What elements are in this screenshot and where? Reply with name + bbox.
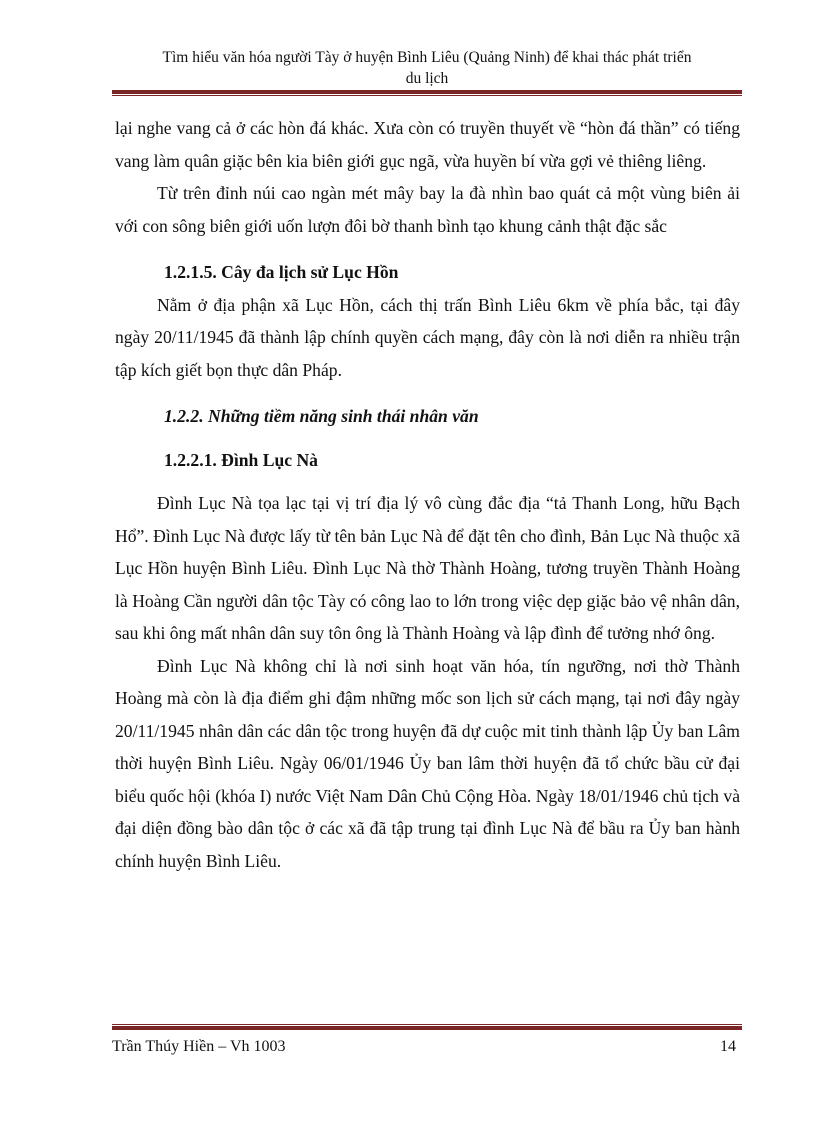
section-heading-1-2-2: 1.2.2. Những tiềm năng sinh thái nhân văn — [164, 406, 479, 426]
paragraph-continuation: lại nghe vang cả ở các hòn đá khác. Xưa còn có truyền thuyết về “hòn đá thần” có tiếng vang làm quân giặc bên kia biên giới gục ngã, vừa huyền bí vừa gợi vẻ thiêng liêng. — [115, 118, 740, 171]
header-title-line-2: du lịch — [405, 70, 449, 87]
paragraph-mountain-view: Từ trên đỉnh núi cao ngàn mét mây bay la đà nhìn bao quát cả một vùng biên ải với con sông biên giới uốn lượn đôi bờ thanh bình tạo khung cảnh thật đặc sắc — [115, 183, 740, 236]
paragraph-luc-hon-banyan: Nằm ở địa phận xã Lục Hồn, cách thị trấn Bình Liêu 6km về phía bắc, tại đây ngày 20/11/1945 đã thành lập chính quyền cách mạng, đây còn là nơi diễn ra nhiều trận tập kích giết bọn thực dân Pháp. — [115, 294, 740, 380]
paragraph-luc-na-location: Đình Lục Nà tọa lạc tại vị trí địa lý vô cùng đắc địa “tả Thanh Long, hữu Bạch Hổ”. Đình Lục Nà được lấy từ tên bản Lục Nà để đặt tên cho đình, Bản Lục Nà thuộc xã Lục Hồn huyện Bình Liêu. Đình Lục Nà thờ Thành Hoàng, tương truyền Thành Hoàng là Hoàng Cần người dân tộc Tày có công lao to lớn trong việc dẹp giặc bảo vệ nhân dân, sau khi ông mất nhân dân suy tôn ông là Thành Hoàng và lập đình để tưởng nhớ ông. — [115, 493, 740, 643]
footer-divider — [112, 1024, 742, 1030]
running-header — [112, 47, 742, 89]
section-heading-1-2-2-1: 1.2.2.1. Đình Lục Nà — [164, 449, 318, 470]
section-heading-1-2-1-5: 1.2.1.5. Cây đa lịch sử Lục Hồn — [164, 262, 399, 282]
page-body — [115, 112, 740, 877]
paragraph-luc-na-history: Đình Lục Nà không chỉ là nơi sinh hoạt văn hóa, tín ngưỡng, nơi thờ Thành Hoàng mà còn là địa điểm ghi đậm những mốc son lịch sử cách mạng, tại nơi đây ngày 20/11/1945 nhân dân các dân tộc trong huyện đã dự cuộc mit tinh thành lập Ủy ban Lâm thời huyện Bình Liêu. Ngày 06/01/1946 Ủy ban lâm thời huyện đã tổ chức bầu cử đại biểu quốc hội (khóa I) nước Việt Nam Dân Chủ Cộng Hòa. Ngày 18/01/1946 chủ tịch và đại diện đồng bào dân tộc ở các xã đã tập trung tại đình Lục Nà để bầu ra Ủy ban hành chính huyện Bình Liêu. — [115, 655, 740, 871]
header-divider — [112, 90, 742, 96]
footer-author: Trần Thúy Hiền – Vh 1003 — [112, 1038, 286, 1055]
page-number: 14 — [720, 1038, 736, 1055]
header-title-line-1: Tìm hiểu văn hóa người Tày ở huyện Bình Liêu (Quảng Ninh) để khai thác phát triển — [162, 49, 692, 66]
